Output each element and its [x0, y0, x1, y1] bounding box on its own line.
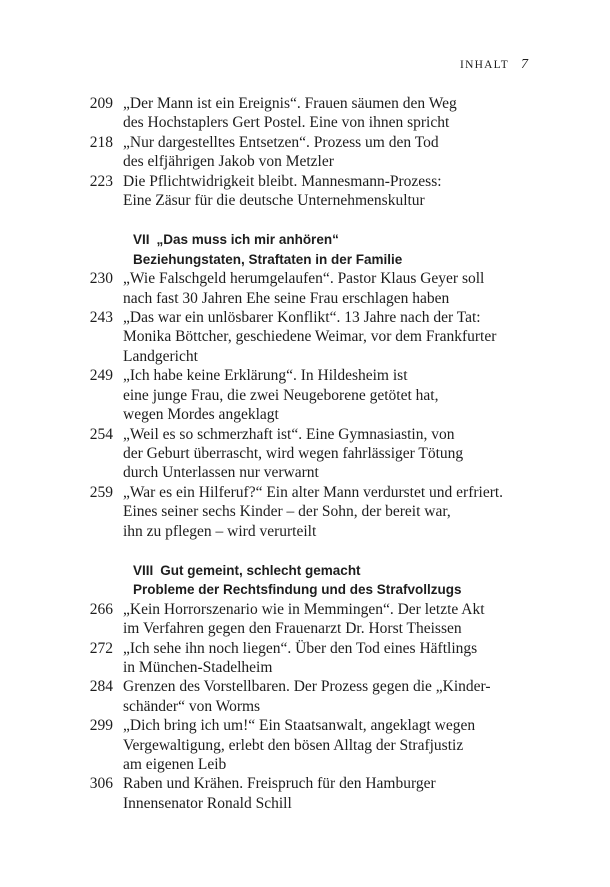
toc-entry — [0, 366, 610, 424]
section-subtitle: Beziehungstaten, Straftaten in der Familie — [133, 251, 403, 267]
toc-entry — [0, 774, 610, 813]
toc-entry-line: „Ich sehe ihn noch liegen“. Über den Tod eines Häftlings — [123, 639, 478, 657]
toc-entry — [0, 269, 610, 308]
toc-entry-text — [123, 425, 610, 483]
toc-page-number: 259 — [89, 483, 113, 501]
toc-entry-line: Grenzen des Vorstellbaren. Der Prozess gegen die „Kinder- — [123, 678, 491, 696]
toc-entry-text — [123, 677, 610, 716]
toc-page-number: 218 — [89, 133, 113, 151]
toc-entry-line: Landgericht — [123, 347, 198, 365]
running-header — [460, 57, 528, 73]
toc-page-number: 284 — [89, 678, 113, 696]
toc-entry — [0, 172, 610, 211]
toc-entry-text — [123, 639, 610, 678]
section-heading — [133, 561, 610, 600]
toc-entry-line: nach fast 30 Jahren Ehe seine Frau erschlagen haben — [123, 289, 450, 307]
toc-entry — [0, 308, 610, 366]
toc-page-number: 306 — [89, 775, 113, 793]
toc-entry-line: des elfjährigen Jakob von Metzler — [123, 153, 334, 171]
header-title: INHALT — [460, 59, 509, 71]
toc-entry-text — [123, 172, 610, 211]
toc-entry-text — [123, 600, 610, 639]
toc-entry-line: Eine Zäsur für die deutsche Unternehmenskultur — [123, 192, 425, 210]
toc-entry-line: wegen Mordes angeklagt — [123, 406, 279, 424]
toc-page-number: 249 — [89, 367, 113, 385]
toc-entry-text — [123, 716, 610, 774]
toc-entry-line: im Verfahren gegen den Frauenarzt Dr. Horst Theissen — [123, 620, 462, 638]
toc-entry-line: ihn zu pflegen – wird verurteilt — [123, 522, 317, 540]
toc-entry-text — [123, 774, 610, 813]
toc-entry-line: „War es ein Hilferuf?“ Ein alter Mann verdurstet und erfriert. — [123, 483, 504, 501]
toc-entry-line: schänder“ von Worms — [123, 697, 261, 715]
section-subtitle: Probleme der Rechtsfindung und des Strafvollzugs — [133, 582, 462, 598]
toc-entry-text — [123, 366, 610, 424]
toc-page-number: 299 — [89, 717, 113, 735]
toc-entry-line: am eigenen Leib — [123, 756, 227, 773]
section-title: „Das muss ich mir anhören“ — [156, 232, 339, 248]
section-title-line — [133, 230, 610, 249]
toc-entry-line: Innensenator Ronald Schill — [123, 794, 292, 812]
toc-page-number: 254 — [89, 425, 113, 443]
toc-entry-line: „Nur dargestelltes Entsetzen“. Prozess um den Tod — [123, 133, 439, 151]
toc-page-number: 243 — [89, 309, 113, 327]
toc-entry-line: Monika Böttcher, geschiedene Weimar, vor dem Frankfurter — [123, 328, 497, 346]
toc-entry-line: Eines seiner sechs Kinder – der Sohn, der bereit war, — [123, 503, 451, 521]
toc-entry-line: in München-Stadelheim — [123, 658, 273, 676]
section-title-line — [133, 561, 610, 580]
toc-entry — [0, 483, 610, 541]
toc-entry-line: Vergewaltigung, erlebt den bösen Alltag der Strafjustiz — [123, 736, 464, 754]
toc-entry-line: Die Pflichtwidrigkeit bleibt. Mannesmann-Prozess: — [123, 172, 442, 190]
page-number: 7 — [521, 57, 528, 72]
toc-entry-text — [123, 94, 610, 133]
toc-page-number: 266 — [89, 600, 113, 618]
toc-entry — [0, 94, 610, 133]
toc-entry-text — [123, 133, 610, 172]
toc-page-number: 209 — [89, 95, 113, 112]
toc-entry-line: durch Unterlassen nur verwarnt — [123, 464, 319, 482]
toc-entry-line: „Dich bring ich um!“ Ein Staatsanwalt, angeklagt wegen — [123, 717, 476, 735]
toc-entry-line: „Der Mann ist ein Ereignis“. Frauen säumen den Weg — [123, 95, 457, 112]
table-of-contents — [0, 94, 610, 813]
section-number: VIII — [133, 562, 154, 578]
toc-entry-line: eine junge Frau, die zwei Neugeborene getötet hat, — [123, 386, 439, 404]
section-number: VII — [133, 232, 150, 248]
toc-entry-text — [123, 308, 610, 366]
toc-entry — [0, 600, 610, 639]
toc-entry-text — [123, 483, 610, 541]
toc-entry — [0, 133, 610, 172]
toc-entry — [0, 677, 610, 716]
section-title: Gut gemeint, schlecht gemacht — [160, 562, 361, 578]
toc-page-number: 272 — [89, 639, 113, 657]
toc-page-number: 230 — [89, 270, 113, 288]
toc-entry — [0, 639, 610, 678]
toc-entry-line: „Wie Falschgeld herumgelaufen“. Pastor Klaus Geyer soll — [123, 270, 485, 288]
toc-entry-line: Raben und Krähen. Freispruch für den Hamburger — [123, 775, 436, 793]
toc-entry — [0, 425, 610, 483]
toc-entry-line: der Geburt überrascht, wird wegen fahrlässiger Tötung — [123, 444, 464, 462]
toc-entry-line: „Ich habe keine Erklärung“. In Hildesheim ist — [123, 367, 408, 385]
toc-entry — [0, 716, 610, 774]
toc-entry-line: „Das war ein unlösbarer Konflikt“. 13 Jahre nach der Tat: — [123, 309, 481, 327]
toc-entry-line: „Kein Horrorszenario wie in Memmingen“. Der letzte Akt — [123, 600, 485, 618]
toc-entry-line: des Hochstaplers Gert Postel. Eine von ihnen spricht — [123, 114, 450, 132]
toc-entry-text — [123, 269, 610, 308]
section-heading — [133, 230, 610, 269]
toc-page-number: 223 — [89, 172, 113, 190]
toc-entry-line: „Weil es so schmerzhaft ist“. Eine Gymnasiastin, von — [123, 425, 455, 443]
